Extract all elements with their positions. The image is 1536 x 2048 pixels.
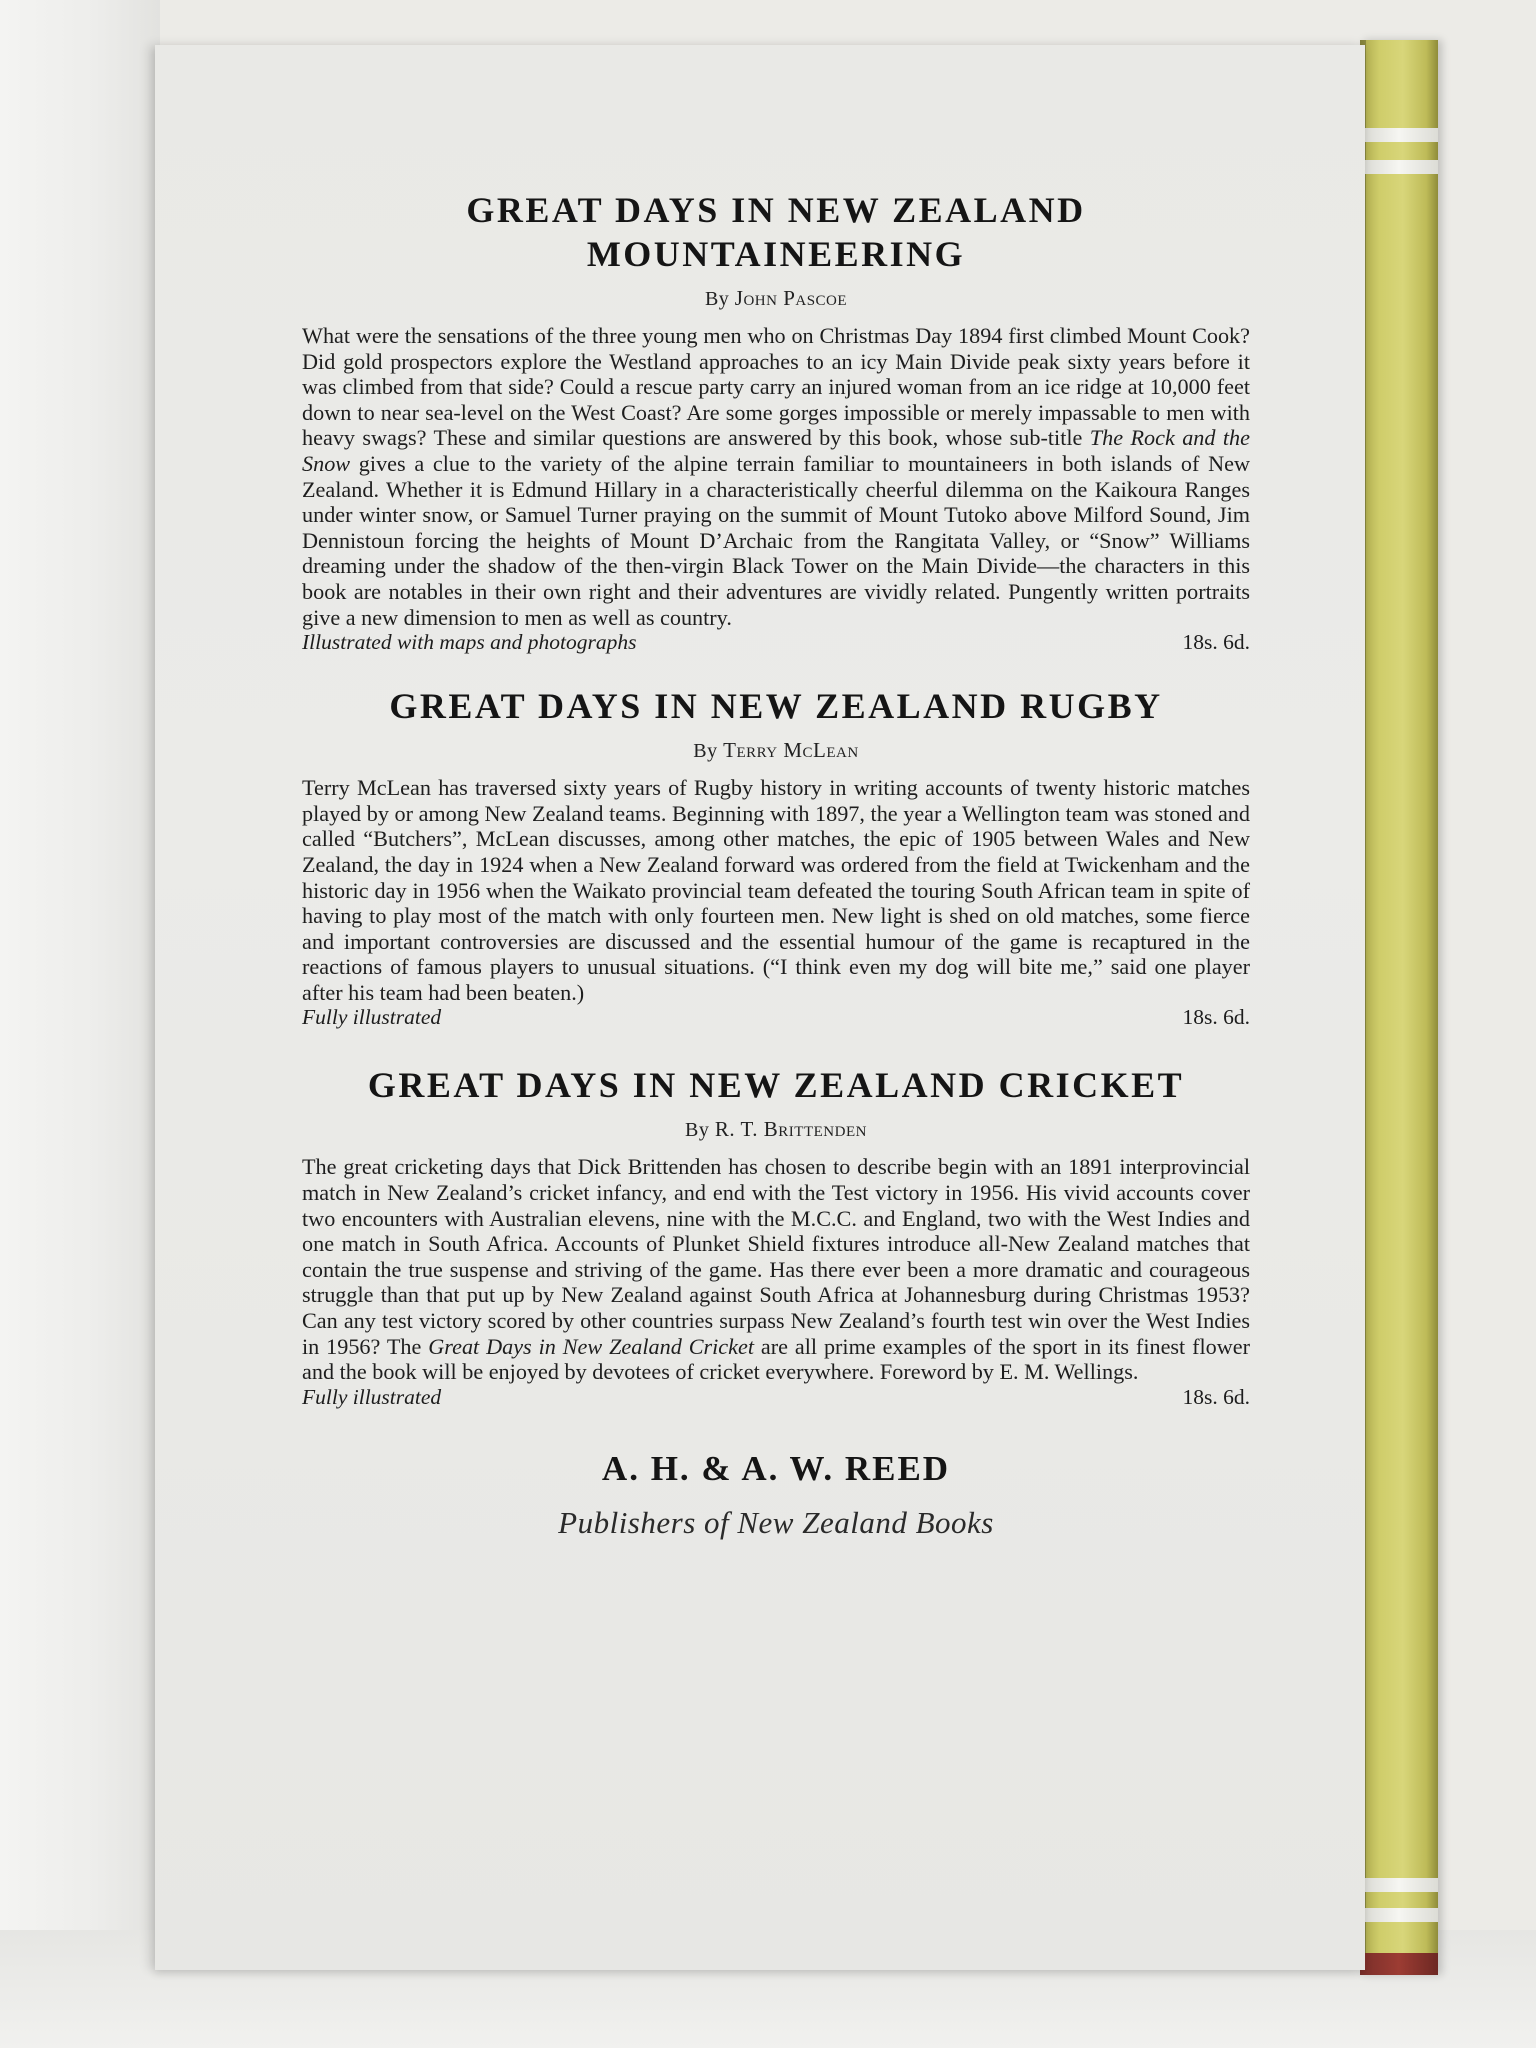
- author-name: John Pascoe: [734, 286, 848, 310]
- price: 18s. 6d.: [1182, 1005, 1250, 1030]
- byline-prefix: By: [685, 1119, 710, 1142]
- spine-stripe: [1360, 1908, 1438, 1922]
- byline-prefix: By: [704, 288, 730, 310]
- title-line: GREAT DAYS IN NEW ZEALAND CRICKET: [367, 1065, 1185, 1106]
- book-title: [302, 188, 1250, 276]
- spine-stripe: [1360, 160, 1438, 174]
- book-footer: [302, 1005, 1250, 1029]
- price: 18s. 6d.: [1182, 1384, 1250, 1409]
- author-name: R. T. Brittenden: [714, 1117, 867, 1142]
- title-line: GREAT DAYS IN NEW ZEALAND: [466, 190, 1086, 230]
- book-title: [302, 1063, 1250, 1107]
- publisher-name: A. H. & A. W. REED: [601, 1448, 951, 1488]
- description-text: Terry McLean has traversed sixty years of Rugby history in writing accounts of twenty historic matches played by or among New Zealand teams. Beginning with 1897, the year a Wellington team was stoned and called “Butchers”, McLean discusses, among other matches, the epic of 1905 between Wales and New Zealand, the day in 1924 when a New Zealand forward was ordered from the field at Twickenham and the historic day in 1956 when the Waikato provincial team defeated the touring South African team in spite of having to play most of the match with only fourteen men. New light is shed on old matches, some fierce and important controversies are discussed and the essential humour of the game is recaptured in the reactions of famous players to unusual situations. (“I think even my dog will bite me,” said one player after his team had been beaten.): [302, 775, 1250, 1005]
- byline: [302, 286, 1250, 311]
- illustration-note: Fully illustrated: [302, 1384, 442, 1409]
- book-entry-mountaineering: [302, 188, 1250, 654]
- description-italic: The Rock and the Snow: [302, 425, 1250, 476]
- author-name: Terry McLean: [723, 738, 859, 763]
- publisher-tagline: Publishers of New Zealand Books: [558, 1504, 994, 1540]
- book-description: [302, 1154, 1250, 1384]
- title-line: GREAT DAYS IN NEW ZEALAND RUGBY: [389, 686, 1163, 727]
- description-text: The great cricketing days that Dick Brittenden has chosen to describe begin with an 1891 interprovincial match in New Zealand’s cricket infancy, and end with the Test victory in 1956. His vivid accounts cover two encounters with Australian elevens, nine with the M.C.C. and England, two with the West Indies and one match in South Africa. Accounts of Plunket Shield fixtures introduce all-New Zealand matches that contain the true suspense and striving of the game. Has there ever been a more dramatic and courageous struggle than that put up by New Zealand against South Africa at Johannesburg during Christmas 1953? Can any test victory scored by other countries surpass New Zealand’s fourth test win over the West Indies in 1956? The: [302, 1154, 1250, 1359]
- spine-stripe: [1360, 128, 1438, 142]
- byline-prefix: By: [693, 740, 718, 763]
- book-description: [302, 323, 1250, 630]
- description-text: gives a clue to the variety of the alpine terrain familiar to mountaineers in both islands of New Zealand. Whether it is Edmund Hillary in a characteristically cheerful dilemma on the Kaikoura Ranges under winter snow, or Samuel Turner praying on the summit of Mount Tutoko above Milford Sound, Jim Dennistoun forcing the heights of Mount D’Archaic from the Rangitata Valley, or “Snow” Williams dreaming under the shadow of the then-virgin Black Tower on the Main Divide—the characters in this book are notables in their own right and their adventures are vividly related. Pungently written portraits give a new dimension to men as well as country.: [302, 450, 1250, 630]
- spine-stripe: [1360, 1878, 1438, 1892]
- description-text: are all prime examples of the sport in its finest flower and the book will be enjoyed by devotees of cricket everywhere. Foreword by E. M. Wellings.: [302, 1333, 1251, 1385]
- description-text: What were the sensations of the three young men who on Christmas Day 1894 first climbed Mount Cook? Did gold prospectors explore the Westland approaches to an icy Main Divide peak sixty years before it was climbed from that side? Could a rescue party carry an injured woman from an ice ridge at 10,000 feet down to near sea-level on the West Coast? Are some gorges impossible or merely impassable to men with heavy swags? These and similar questions are answered by this book, whose sub-title: [302, 323, 1250, 451]
- book-entry-cricket: [302, 1063, 1250, 1408]
- background-left: [0, 0, 160, 2048]
- book-spine: [1360, 40, 1438, 1975]
- illustration-note: Fully illustrated: [302, 1005, 442, 1030]
- book-title: [302, 684, 1250, 728]
- description-italic: Great Days in New Zealand Cricket: [428, 1333, 755, 1359]
- price: 18s. 6d.: [1182, 630, 1250, 655]
- byline: [302, 1117, 1250, 1142]
- cover-content: [302, 188, 1250, 1541]
- byline: [302, 738, 1250, 763]
- spine-foot: [1360, 1953, 1438, 1975]
- illustration-note: Illustrated with maps and photographs: [302, 630, 637, 655]
- title-line: MOUNTAINEERING: [586, 234, 966, 274]
- book-footer: [302, 630, 1250, 654]
- book-entry-rugby: [302, 684, 1250, 1029]
- book-footer: [302, 1385, 1250, 1409]
- book-description: [302, 775, 1250, 1005]
